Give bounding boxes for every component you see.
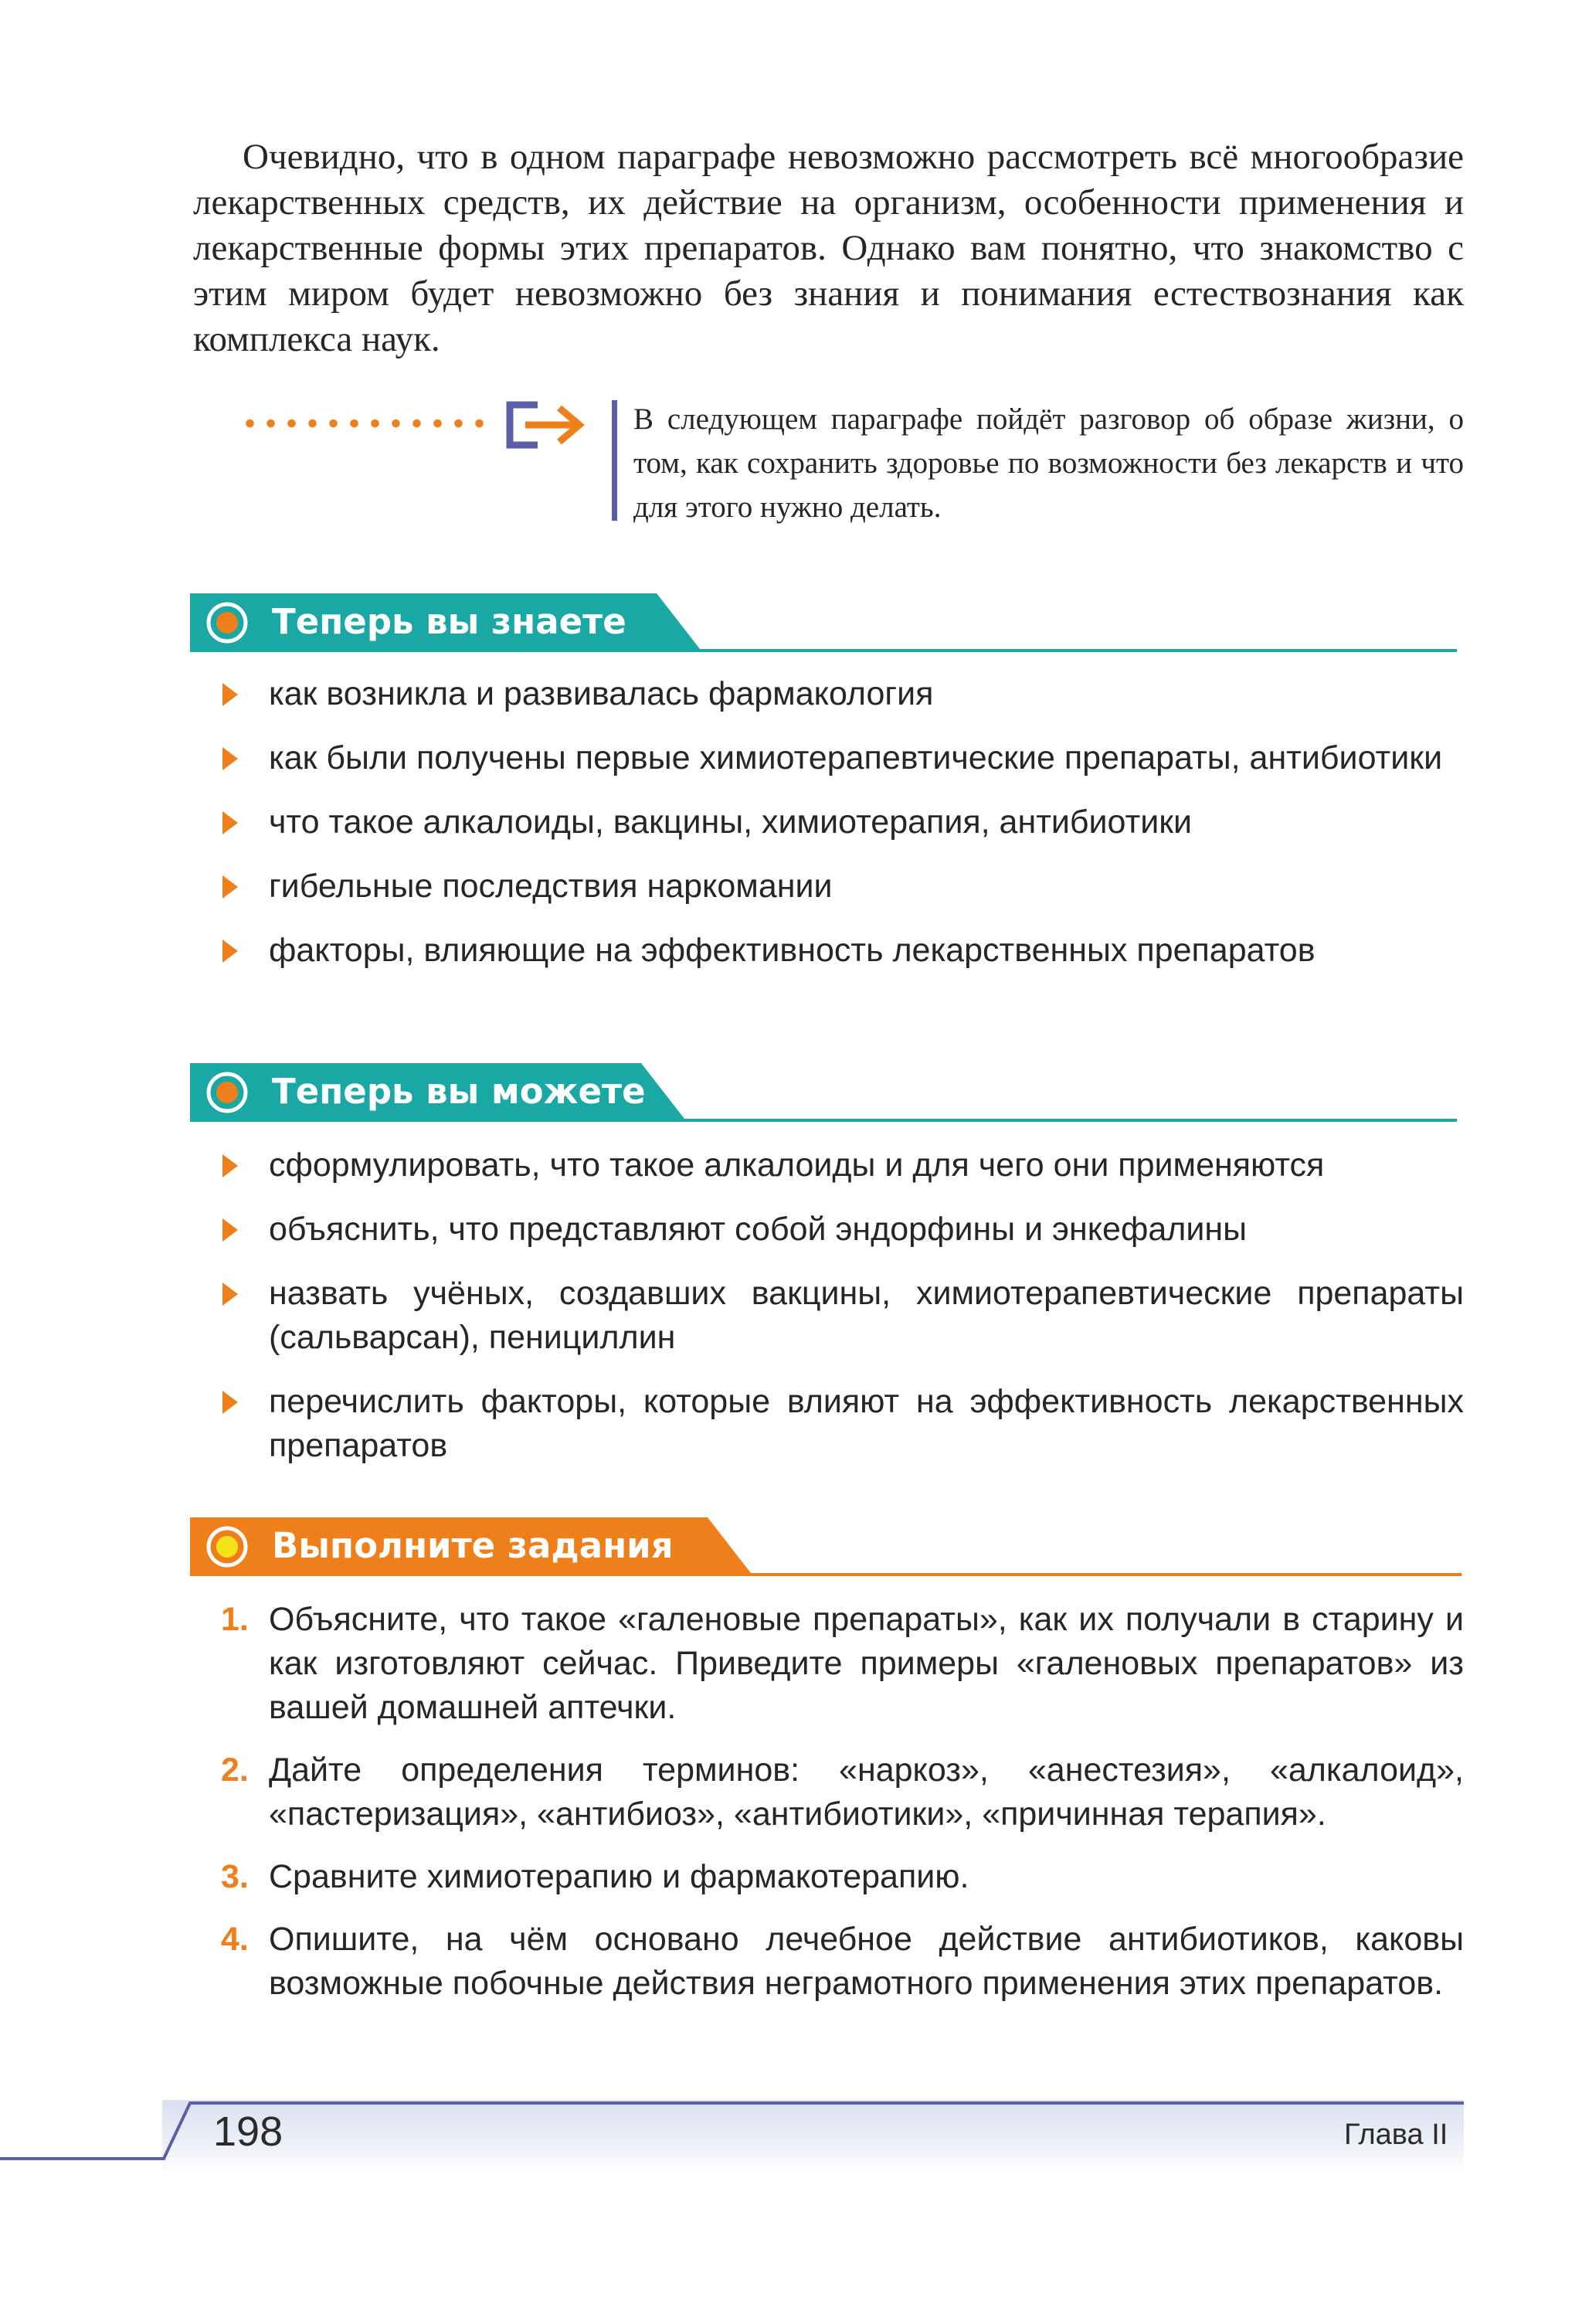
task-number: 4.	[221, 1921, 249, 1958]
can-list	[216, 1143, 1464, 1468]
triangle-bullet-icon	[222, 683, 238, 706]
triangle-bullet-icon	[222, 939, 238, 963]
section-header-know	[190, 593, 1465, 658]
section-header-can	[190, 1063, 1465, 1128]
section-title: Теперь вы можете	[272, 1071, 646, 1112]
triangle-bullet-icon	[222, 875, 238, 899]
triangle-bullet-icon	[222, 1283, 238, 1306]
list-item: сформулировать, что такое алкалоиды и для чего они применяются	[216, 1143, 1464, 1187]
target-bullet-icon	[205, 601, 249, 644]
triangle-bullet-icon	[222, 747, 238, 770]
next-paragraph-note: В следующем параграфе пойдёт разговор об образе жизни, о том, как сохранить здоровье по возможности без лекарств и что для этого нужно делать.	[633, 403, 1464, 524]
task-item: 2. Дайте определения терминов: «наркоз», «анестезия», «алкалоид», «пастеризация», «антибиоз», «антибиотики», «причинная терапия».	[216, 1748, 1464, 1836]
triangle-bullet-icon	[222, 811, 238, 834]
list-item: гибельные последствия наркомании	[216, 865, 1464, 909]
section-rule	[190, 649, 1457, 652]
section-header-tasks	[190, 1517, 1465, 1582]
intro-paragraph: Очевидно, что в одном параграфе невозможно рассмотреть всё многообразие лекарственных средств, их действие на организм, особенности применения и лекарственные формы этих препаратов. Однако вам понятно, что знакомство с этим миром будет невозможно без знания и понимания естествознания как комплекса наук.	[193, 137, 1464, 359]
tasks-list	[216, 1598, 1464, 2006]
section-rule	[190, 1573, 1461, 1576]
triangle-bullet-icon	[222, 1391, 238, 1414]
next-paragraph-arrow-icon	[504, 400, 589, 450]
target-bullet-icon	[205, 1525, 249, 1568]
task-number: 1.	[221, 1601, 249, 1638]
list-item: факторы, влияющие на эффективность лекарственных препаратов	[216, 929, 1464, 973]
list-item: назвать учёных, создавших вакцины, химиотерапевтические препараты (сальварсан), пенициллин	[216, 1272, 1464, 1360]
task-item: 4. Опишите, на чём основано лечебное действие антибиотиков, каковы возможные побочные действия неграмотного применения этих препаратов.	[216, 1918, 1464, 2006]
list-item: объяснить, что представляют собой эндорфины и энкефалины	[216, 1208, 1464, 1252]
list-item: перечислить факторы, которые влияют на эффективность лекарственных препаратов	[216, 1380, 1464, 1468]
section-title: Выполните задания	[272, 1525, 674, 1566]
chapter-label: Глава II	[1344, 2118, 1448, 2151]
page-number: 198	[213, 2108, 283, 2155]
list-item: как возникла и развивалась фармакология	[216, 672, 1464, 716]
section-title: Теперь вы знаете	[272, 601, 626, 642]
triangle-bullet-icon	[222, 1154, 238, 1177]
task-number: 2.	[221, 1751, 249, 1789]
section-rule	[190, 1119, 1457, 1122]
list-item: что такое алкалоиды, вакцины, химиотерапия, антибиотики	[216, 800, 1464, 844]
note-side-bar	[612, 400, 617, 521]
know-list	[216, 672, 1464, 973]
task-number: 3.	[221, 1858, 249, 1895]
list-item: как были получены первые химиотерапевтические препараты, антибиотики	[216, 736, 1464, 780]
dotted-leader	[239, 416, 494, 431]
task-item: 3. Сравните химиотерапию и фармакотерапию.	[216, 1855, 1464, 1899]
triangle-bullet-icon	[222, 1218, 238, 1242]
target-bullet-icon	[205, 1071, 249, 1114]
task-item: 1. Объясните, что такое «галеновые препараты», как их получали в старину и как изготовляют сейчас. Приведите примеры «галеновых препаратов» из вашей домашней аптечки.	[216, 1598, 1464, 1730]
